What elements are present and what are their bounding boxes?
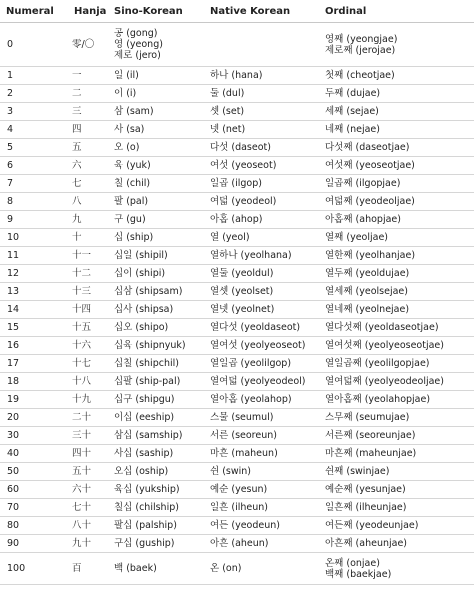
native-korean-cell-line: 온 (on) <box>210 563 242 574</box>
numeral-cell: 16 <box>0 337 68 355</box>
hanja-cell: 九 <box>68 211 108 229</box>
ordinal-cell-line: 여덟째 (yeodeoljae) <box>325 196 415 207</box>
ordinal-cell-line: 네째 (nejae) <box>325 124 380 135</box>
numeral-cell: 80 <box>0 517 68 535</box>
native-korean-cell <box>204 175 319 193</box>
ordinal-cell-line: 마흔째 (maheunjae) <box>325 448 417 459</box>
sino-korean-cell <box>108 481 204 499</box>
sino-korean-cell-line: 구십 (guship) <box>114 538 175 549</box>
numeral-cell: 13 <box>0 283 68 301</box>
hanja-cell: 七十 <box>68 499 108 517</box>
native-korean-cell-line: 열 (yeol) <box>210 232 250 243</box>
numeral-cell: 11 <box>0 247 68 265</box>
sino-korean-cell-line: 일 (il) <box>114 70 139 81</box>
table-row <box>0 319 474 337</box>
sino-korean-cell <box>108 139 204 157</box>
ordinal-cell-line: 서른째 (seoreunjae) <box>325 430 416 441</box>
native-korean-cell <box>204 301 319 319</box>
ordinal-cell-line: 아홉째 (ahopjae) <box>325 214 401 225</box>
ordinal-cell-line: 열두째 (yeoldujae) <box>325 268 410 279</box>
sino-korean-cell <box>108 499 204 517</box>
native-korean-cell-line: 셋 (set) <box>210 106 245 117</box>
numeral-cell: 15 <box>0 319 68 337</box>
ordinal-cell-line: 열아홉째 (yeolahopjae) <box>325 394 431 405</box>
native-korean-cell <box>204 391 319 409</box>
ordinal-cell-line: 열여덟째 (yeolyeodeoljae) <box>325 376 444 387</box>
sino-korean-cell-line: 육 (yuk) <box>114 160 151 171</box>
ordinal-cell-line: 일곱째 (ilgopjae) <box>325 178 401 189</box>
native-korean-cell-line: 열여덟 (yeolyeodeol) <box>210 376 306 387</box>
native-korean-cell <box>204 517 319 535</box>
ordinal-cell <box>319 427 474 445</box>
ordinal-cell <box>319 319 474 337</box>
table-row <box>0 193 474 211</box>
ordinal-cell <box>319 211 474 229</box>
native-korean-cell <box>204 283 319 301</box>
table-row <box>0 85 474 103</box>
table-row <box>0 283 474 301</box>
sino-korean-cell <box>108 535 204 553</box>
native-korean-cell <box>204 535 319 553</box>
hanja-cell: 五十 <box>68 463 108 481</box>
native-korean-cell-line: 쉰 (swin) <box>210 466 251 477</box>
ordinal-cell-line: 백째 (baekjae) <box>325 568 392 580</box>
numeral-cell: 10 <box>0 229 68 247</box>
ordinal-cell-line: 열째 (yeoljae) <box>325 232 389 243</box>
ordinal-cell-line: 첫째 (cheotjae) <box>325 70 395 81</box>
table-row <box>0 211 474 229</box>
table-row <box>0 265 474 283</box>
sino-korean-cell-line: 육십 (yukship) <box>114 484 180 495</box>
sino-korean-cell <box>108 211 204 229</box>
native-korean-cell-line: 여섯 (yeoseot) <box>210 160 277 171</box>
numeral-cell: 70 <box>0 499 68 517</box>
table-row <box>0 517 474 535</box>
ordinal-cell-line: 열네째 (yeolnejae) <box>325 304 410 315</box>
numeral-cell: 17 <box>0 355 68 373</box>
ordinal-cell <box>319 23 474 67</box>
native-korean-cell <box>204 67 319 85</box>
hanja-cell: 十 <box>68 229 108 247</box>
native-korean-cell-line: 스물 (seumul) <box>210 412 274 423</box>
sino-korean-cell <box>108 301 204 319</box>
sino-korean-cell <box>108 283 204 301</box>
sino-korean-cell <box>108 445 204 463</box>
sino-korean-cell <box>108 67 204 85</box>
native-korean-cell-line: 아홉 (ahop) <box>210 214 263 225</box>
native-korean-cell-line: 열하나 (yeolhana) <box>210 250 292 261</box>
ordinal-cell <box>319 139 474 157</box>
ordinal-cell-line: 온째 (onjae) <box>325 557 380 569</box>
ordinal-cell <box>319 337 474 355</box>
header-hanja: Hanja <box>68 0 108 23</box>
native-korean-cell-line: 열다섯 (yeoldaseot) <box>210 322 301 333</box>
hanja-cell: 十六 <box>68 337 108 355</box>
hanja-cell: 十四 <box>68 301 108 319</box>
ordinal-cell <box>319 85 474 103</box>
native-korean-cell-line: 마흔 (maheun) <box>210 448 278 459</box>
header-numeral: Numeral <box>0 0 68 23</box>
ordinal-cell <box>319 175 474 193</box>
native-korean-cell <box>204 463 319 481</box>
sino-korean-cell <box>108 23 204 67</box>
sino-korean-cell <box>108 247 204 265</box>
native-korean-cell <box>204 229 319 247</box>
numeral-cell: 14 <box>0 301 68 319</box>
hanja-cell: 十五 <box>68 319 108 337</box>
table-row <box>0 67 474 85</box>
table-row <box>0 481 474 499</box>
numeral-cell: 8 <box>0 193 68 211</box>
native-korean-cell <box>204 445 319 463</box>
hanja-cell: 三十 <box>68 427 108 445</box>
sino-korean-cell <box>108 355 204 373</box>
native-korean-cell-line: 넷 (net) <box>210 124 246 135</box>
ordinal-cell <box>319 391 474 409</box>
table-row <box>0 355 474 373</box>
native-korean-cell <box>204 85 319 103</box>
numeral-cell: 18 <box>0 373 68 391</box>
numeral-cell: 5 <box>0 139 68 157</box>
ordinal-cell <box>319 481 474 499</box>
sino-korean-cell-line: 십삼 (shipsam) <box>114 286 183 297</box>
native-korean-cell <box>204 157 319 175</box>
native-korean-cell-line: 열일곱 (yeolilgop) <box>210 358 292 369</box>
hanja-cell: 十一 <box>68 247 108 265</box>
native-korean-cell <box>204 193 319 211</box>
sino-korean-cell-line: 이십 (eeship) <box>114 412 175 423</box>
hanja-cell: 十二 <box>68 265 108 283</box>
native-korean-cell-line: 열셋 (yeolset) <box>210 286 274 297</box>
ordinal-cell <box>319 67 474 85</box>
sino-korean-cell <box>108 175 204 193</box>
native-korean-cell <box>204 247 319 265</box>
table-row <box>0 121 474 139</box>
ordinal-cell-line: 열한째 (yeolhanjae) <box>325 250 416 261</box>
table-row <box>0 373 474 391</box>
sino-korean-cell <box>108 265 204 283</box>
native-korean-cell <box>204 319 319 337</box>
ordinal-cell <box>319 517 474 535</box>
ordinal-cell <box>319 121 474 139</box>
sino-korean-cell <box>108 517 204 535</box>
table-row <box>0 175 474 193</box>
ordinal-cell-line: 열다섯째 (yeoldaseotjae) <box>325 322 439 333</box>
sino-korean-cell-line: 십 (ship) <box>114 232 154 243</box>
ordinal-cell-line: 아흔째 (aheunjae) <box>325 538 407 549</box>
ordinal-cell-line: 두째 (dujae) <box>325 88 381 99</box>
ordinal-cell <box>319 265 474 283</box>
numeral-cell: 1 <box>0 67 68 85</box>
table-row <box>0 157 474 175</box>
table-row <box>0 337 474 355</box>
native-korean-cell <box>204 553 319 585</box>
ordinal-cell <box>319 445 474 463</box>
sino-korean-cell <box>108 391 204 409</box>
sino-korean-cell-line: 오십 (oship) <box>114 466 169 477</box>
sino-korean-cell-line: 십이 (shipi) <box>114 268 166 279</box>
native-korean-cell-line: 일곱 (ilgop) <box>210 178 262 189</box>
ordinal-cell-line: 일흔째 (ilheunjae) <box>325 502 407 513</box>
numeral-cell: 40 <box>0 445 68 463</box>
header-ordinal: Ordinal <box>319 0 474 23</box>
sino-korean-cell <box>108 337 204 355</box>
table-row <box>0 23 474 67</box>
table-row <box>0 391 474 409</box>
numeral-cell: 90 <box>0 535 68 553</box>
hanja-cell: 一 <box>68 67 108 85</box>
ordinal-cell <box>319 535 474 553</box>
numeral-cell: 20 <box>0 409 68 427</box>
native-korean-cell-line: 둘 (dul) <box>210 88 245 99</box>
table-row <box>0 409 474 427</box>
hanja-cell: 百 <box>68 553 108 585</box>
sino-korean-cell-line: 칠 (chil) <box>114 178 151 189</box>
hanja-cell: 十九 <box>68 391 108 409</box>
hanja-cell: 四 <box>68 121 108 139</box>
hanja-cell: 十三 <box>68 283 108 301</box>
sino-korean-cell <box>108 193 204 211</box>
sino-korean-cell-line: 영 (yeong) <box>114 39 163 50</box>
ordinal-cell <box>319 355 474 373</box>
sino-korean-cell-line: 십육 (shipnyuk) <box>114 340 186 351</box>
ordinal-cell-line: 쉰째 (swinjae) <box>325 466 390 477</box>
ordinal-cell-line: 스무째 (seumujae) <box>325 412 410 423</box>
sino-korean-cell <box>108 319 204 337</box>
sino-korean-cell-line: 삼십 (samship) <box>114 430 183 441</box>
native-korean-cell <box>204 139 319 157</box>
native-korean-cell-line: 여든 (yeodeun) <box>210 520 280 531</box>
numeral-cell: 2 <box>0 85 68 103</box>
hanja-cell: 十八 <box>68 373 108 391</box>
sino-korean-cell-line: 십오 (shipo) <box>114 322 169 333</box>
sino-korean-cell-line: 팔십 (palship) <box>114 520 177 531</box>
sino-korean-cell-line: 삼 (sam) <box>114 106 154 117</box>
sino-korean-cell-line: 공 (gong) <box>114 28 158 39</box>
hanja-cell: 五 <box>68 139 108 157</box>
sino-korean-cell-line: 이 (i) <box>114 88 137 99</box>
ordinal-cell <box>319 301 474 319</box>
table-row <box>0 103 474 121</box>
table-row <box>0 229 474 247</box>
sino-korean-cell-line: 십구 (shipgu) <box>114 394 175 405</box>
native-korean-cell-line: 아흔 (aheun) <box>210 538 269 549</box>
hanja-cell: 四十 <box>68 445 108 463</box>
numeral-cell: 12 <box>0 265 68 283</box>
native-korean-cell <box>204 103 319 121</box>
ordinal-cell-line: 제로째 (jerojae) <box>325 44 396 56</box>
native-korean-cell <box>204 23 319 67</box>
sino-korean-cell-line: 제로 (jero) <box>114 50 161 61</box>
numeral-cell: 6 <box>0 157 68 175</box>
native-korean-cell-line: 서른 (seoreun) <box>210 430 277 441</box>
ordinal-cell <box>319 247 474 265</box>
native-korean-cell-line: 열둘 (yeoldul) <box>210 268 274 279</box>
numeral-cell: 60 <box>0 481 68 499</box>
native-korean-cell <box>204 409 319 427</box>
ordinal-cell <box>319 193 474 211</box>
table-row <box>0 463 474 481</box>
native-korean-cell <box>204 427 319 445</box>
hanja-cell: 六十 <box>68 481 108 499</box>
table-row <box>0 499 474 517</box>
native-korean-cell <box>204 121 319 139</box>
native-korean-cell-line: 예순 (yesun) <box>210 484 268 495</box>
native-korean-cell-line: 일흔 (ilheun) <box>210 502 268 513</box>
ordinal-cell-line: 열일곱째 (yeolilgopjae) <box>325 358 430 369</box>
native-korean-cell <box>204 337 319 355</box>
table-row <box>0 553 474 585</box>
hanja-cell: 九十 <box>68 535 108 553</box>
ordinal-cell-line: 열세째 (yeolsejae) <box>325 286 408 297</box>
native-korean-cell-line: 여덟 (yeodeol) <box>210 196 277 207</box>
hanja-cell: 二十 <box>68 409 108 427</box>
numeral-cell: 100 <box>0 553 68 585</box>
native-korean-cell-line: 열아홉 (yeolahop) <box>210 394 292 405</box>
native-korean-cell <box>204 499 319 517</box>
hanja-cell: 十七 <box>68 355 108 373</box>
sino-korean-cell-line: 구 (gu) <box>114 214 146 225</box>
ordinal-cell-line: 여든째 (yeodeunjae) <box>325 520 419 531</box>
numeral-cell: 0 <box>0 23 68 67</box>
sino-korean-cell <box>108 121 204 139</box>
ordinal-cell <box>319 499 474 517</box>
table-row <box>0 301 474 319</box>
numeral-cell: 3 <box>0 103 68 121</box>
numeral-cell: 7 <box>0 175 68 193</box>
sino-korean-cell <box>108 85 204 103</box>
sino-korean-cell-line: 사 (sa) <box>114 124 145 135</box>
sino-korean-cell-line: 칠십 (chilship) <box>114 502 179 513</box>
header-row <box>0 0 474 23</box>
table-row <box>0 445 474 463</box>
ordinal-cell-line: 여섯째 (yeoseotjae) <box>325 160 415 171</box>
sino-korean-cell <box>108 409 204 427</box>
header-sino-korean: Sino-Korean <box>108 0 204 23</box>
native-korean-cell <box>204 355 319 373</box>
numeral-cell: 4 <box>0 121 68 139</box>
numeral-cell: 30 <box>0 427 68 445</box>
hanja-cell: 七 <box>68 175 108 193</box>
ordinal-cell <box>319 229 474 247</box>
header-native-korean: Native Korean <box>204 0 319 23</box>
table-body <box>0 23 474 585</box>
ordinal-cell <box>319 157 474 175</box>
hanja-cell: 二 <box>68 85 108 103</box>
ordinal-cell-line: 열여섯째 (yeolyeoseotjae) <box>325 340 444 351</box>
sino-korean-cell-line: 십일 (shipil) <box>114 250 168 261</box>
ordinal-cell <box>319 373 474 391</box>
ordinal-cell <box>319 283 474 301</box>
sino-korean-cell <box>108 373 204 391</box>
ordinal-cell <box>319 553 474 585</box>
native-korean-cell-line: 다섯 (daseot) <box>210 142 271 153</box>
ordinal-cell-line: 다섯째 (daseotjae) <box>325 142 410 153</box>
numeral-cell: 9 <box>0 211 68 229</box>
sino-korean-cell <box>108 229 204 247</box>
sino-korean-cell-line: 팔 (pal) <box>114 196 149 207</box>
table-row <box>0 247 474 265</box>
hanja-cell: 八十 <box>68 517 108 535</box>
sino-korean-cell <box>108 427 204 445</box>
table-row <box>0 427 474 445</box>
hanja-cell: 八 <box>68 193 108 211</box>
native-korean-cell <box>204 373 319 391</box>
hanja-cell: 三 <box>68 103 108 121</box>
sino-korean-cell-line: 오 (o) <box>114 142 140 153</box>
ordinal-cell <box>319 463 474 481</box>
numeral-cell: 50 <box>0 463 68 481</box>
sino-korean-cell <box>108 157 204 175</box>
table-row <box>0 535 474 553</box>
numeral-cell: 19 <box>0 391 68 409</box>
ordinal-cell-line: 세째 (sejae) <box>325 106 379 117</box>
sino-korean-cell-line: 십사 (shipsa) <box>114 304 174 315</box>
ordinal-cell <box>319 103 474 121</box>
ordinal-cell-line: 영째 (yeongjae) <box>325 33 398 45</box>
sino-korean-cell-line: 십팔 (ship-pal) <box>114 376 181 387</box>
sino-korean-cell-line: 사십 (saship) <box>114 448 174 459</box>
sino-korean-cell <box>108 553 204 585</box>
hanja-cell: 六 <box>68 157 108 175</box>
native-korean-cell <box>204 265 319 283</box>
table-row <box>0 139 474 157</box>
native-korean-cell <box>204 211 319 229</box>
native-korean-cell-line: 열넷 (yeolnet) <box>210 304 275 315</box>
sino-korean-cell-line: 백 (baek) <box>114 563 157 574</box>
ordinal-cell-line: 예순째 (yesunjae) <box>325 484 406 495</box>
native-korean-cell-line: 하나 (hana) <box>210 70 263 81</box>
ordinal-cell <box>319 409 474 427</box>
native-korean-cell-line: 열여섯 (yeolyeoseot) <box>210 340 306 351</box>
sino-korean-cell <box>108 463 204 481</box>
hanja-cell: 零/〇 <box>68 23 108 67</box>
sino-korean-cell-line: 십칠 (shipchil) <box>114 358 179 369</box>
native-korean-cell <box>204 481 319 499</box>
sino-korean-cell <box>108 103 204 121</box>
